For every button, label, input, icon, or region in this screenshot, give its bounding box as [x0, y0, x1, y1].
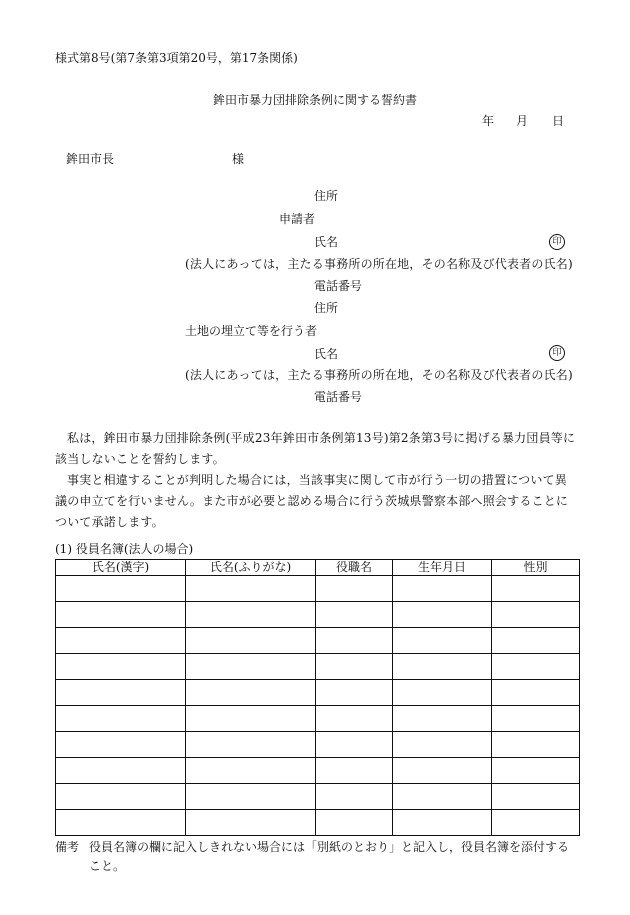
roster-cell-name-furigana[interactable] — [186, 784, 316, 810]
roster-cell-gender[interactable] — [492, 706, 580, 732]
roster-cell-position[interactable] — [316, 628, 393, 654]
applicant-name-label: 氏名 — [314, 235, 339, 249]
column-header-name-furigana: 氏名(ふりがな) — [186, 560, 316, 576]
roster-body — [56, 576, 580, 836]
roster-cell-birthdate[interactable] — [393, 654, 492, 680]
roster-cell-name-kanji[interactable] — [56, 732, 186, 758]
roster-cell-gender[interactable] — [492, 628, 580, 654]
form-number: 様式第8号(第7条第3項第20号，第17条関係) — [55, 51, 298, 65]
roster-cell-position[interactable] — [316, 732, 393, 758]
document-title: 鉾田市暴力団排除条例に関する誓約書 — [212, 93, 417, 107]
roster-cell-name-kanji[interactable] — [56, 602, 186, 628]
landfill-seal-mark: 印 — [549, 345, 565, 361]
date-day-label: 日 — [552, 114, 565, 128]
pledge-paragraph-2: 事実と相違することが判明した場合には，当該事実に関して市が行う一切の措置について異議の申立てを行いません。また市が必要と認める場合に行う茨城県警察本部へ照会することについて承諾します。 — [55, 473, 569, 529]
landfill-phone-label: 電話番号 — [314, 390, 363, 404]
column-header-position: 役職名 — [316, 560, 393, 576]
date-month-label: 月 — [516, 114, 529, 128]
column-header-gender: 性別 — [492, 560, 580, 576]
roster-cell-name-kanji[interactable] — [56, 654, 186, 680]
officer-roster-table — [55, 559, 580, 836]
roster-cell-position[interactable] — [316, 784, 393, 810]
roster-row — [56, 758, 580, 784]
roster-cell-position[interactable] — [316, 810, 393, 836]
roster-row — [56, 602, 580, 628]
roster-row — [56, 628, 580, 654]
roster-cell-name-kanji[interactable] — [56, 680, 186, 706]
roster-cell-position[interactable] — [316, 576, 393, 602]
roster-cell-name-kanji[interactable] — [56, 706, 186, 732]
addressee-name: 鉾田市長 — [66, 152, 115, 166]
roster-row — [56, 732, 580, 758]
roster-cell-birthdate[interactable] — [393, 680, 492, 706]
applicant-role-label: 申請者 — [279, 212, 316, 226]
roster-header-row — [56, 560, 580, 576]
roster-cell-name-furigana[interactable] — [186, 576, 316, 602]
remarks-text: 役員名簿の欄に記入しきれない場合には「別紙のとおり」と記入し，役員名簿を添付すること。 — [89, 840, 570, 873]
roster-row — [56, 576, 580, 602]
roster-cell-gender[interactable] — [492, 576, 580, 602]
roster-row — [56, 680, 580, 706]
roster-cell-gender[interactable] — [492, 758, 580, 784]
roster-cell-birthdate[interactable] — [393, 628, 492, 654]
roster-cell-name-furigana[interactable] — [186, 602, 316, 628]
roster-caption: (1) 役員名簿(法人の場合) — [55, 542, 194, 556]
roster-cell-gender[interactable] — [492, 654, 580, 680]
roster-row — [56, 706, 580, 732]
roster-cell-name-kanji[interactable] — [56, 784, 186, 810]
roster-cell-position[interactable] — [316, 706, 393, 732]
column-header-birthdate: 生年月日 — [393, 560, 492, 576]
roster-cell-birthdate[interactable] — [393, 576, 492, 602]
roster-cell-name-furigana[interactable] — [186, 732, 316, 758]
roster-cell-name-furigana[interactable] — [186, 706, 316, 732]
roster-cell-birthdate[interactable] — [393, 602, 492, 628]
roster-cell-position[interactable] — [316, 758, 393, 784]
pledge-paragraph-1: 私は，鉾田市暴力団排除条例(平成23年鉾田市条例第13号)第2条第3号に掲げる暴力団員等に該当しないことを誓約します。 — [55, 431, 576, 466]
roster-cell-name-kanji[interactable] — [56, 810, 186, 836]
roster-cell-name-kanji[interactable] — [56, 758, 186, 784]
applicant-phone-label: 電話番号 — [314, 279, 363, 293]
roster-cell-gender[interactable] — [492, 732, 580, 758]
roster-cell-name-furigana[interactable] — [186, 810, 316, 836]
landfill-name-label: 氏名 — [314, 347, 339, 361]
roster-cell-name-furigana[interactable] — [186, 758, 316, 784]
roster-cell-gender[interactable] — [492, 602, 580, 628]
roster-cell-gender[interactable] — [492, 810, 580, 836]
applicant-corporate-note: (法人にあっては，主たる事務所の所在地，その名称及び代表者の氏名) — [185, 257, 573, 271]
column-header-name-kanji: 氏名(漢字) — [56, 560, 186, 576]
applicant-seal-mark: 印 — [549, 234, 565, 250]
roster-cell-birthdate[interactable] — [393, 758, 492, 784]
roster-cell-birthdate[interactable] — [393, 706, 492, 732]
roster-row — [56, 784, 580, 810]
roster-cell-name-furigana[interactable] — [186, 654, 316, 680]
applicant-address-label: 住所 — [314, 189, 339, 203]
addressee-suffix: 様 — [232, 152, 245, 166]
date-year-label: 年 — [482, 114, 495, 128]
roster-cell-birthdate[interactable] — [393, 784, 492, 810]
remarks-label: 備考 — [55, 840, 80, 854]
landfill-role-label: 土地の埋立て等を行う者 — [185, 324, 318, 338]
roster-row — [56, 810, 580, 836]
roster-cell-gender[interactable] — [492, 680, 580, 706]
roster-cell-name-furigana[interactable] — [186, 628, 316, 654]
roster-cell-name-kanji[interactable] — [56, 576, 186, 602]
landfill-address-label: 住所 — [314, 301, 339, 315]
roster-cell-birthdate[interactable] — [393, 810, 492, 836]
roster-cell-name-kanji[interactable] — [56, 628, 186, 654]
roster-cell-position[interactable] — [316, 602, 393, 628]
roster-cell-birthdate[interactable] — [393, 732, 492, 758]
roster-cell-name-furigana[interactable] — [186, 680, 316, 706]
roster-cell-position[interactable] — [316, 680, 393, 706]
roster-cell-position[interactable] — [316, 654, 393, 680]
landfill-corporate-note: (法人にあっては，主たる事務所の所在地，その名称及び代表者の氏名) — [185, 368, 573, 382]
roster-cell-gender[interactable] — [492, 784, 580, 810]
roster-row — [56, 654, 580, 680]
